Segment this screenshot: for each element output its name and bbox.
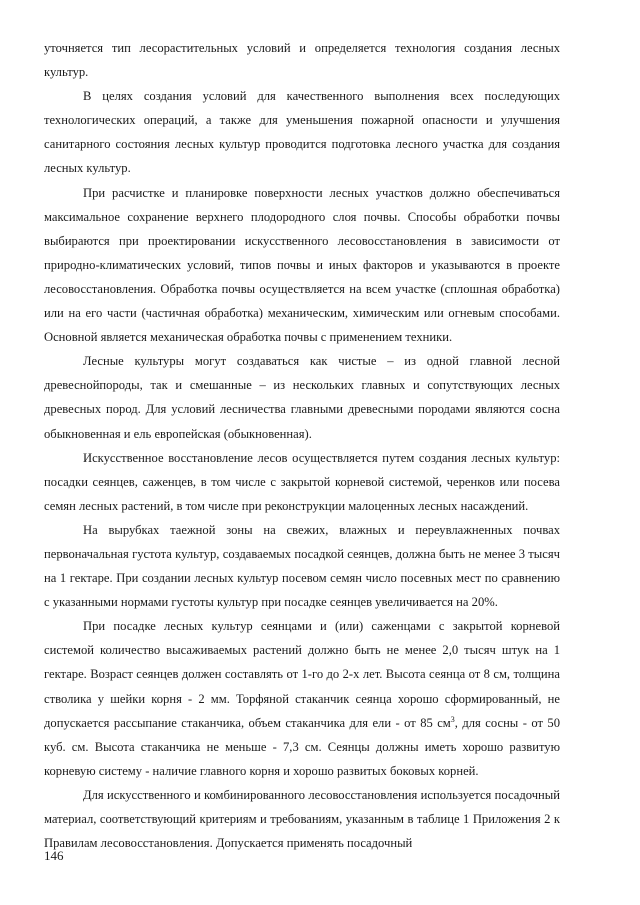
paragraph-3: При расчистке и планировке поверхности лесных участков должно обеспечиваться максимальное сохранение верхнего плодородного слоя почвы. Способы обработки почвы выбираются при проектировании искусственного лесовосстановления в зависимости от природно-климатических условий, типов почвы и иных факторов и указываются в проекте лесовосстановления. Обработка почвы осуществляется на всем участке (сплошная обработка) или на его части (частичная обработка) механическим, химическим или огневым способами. Основной является механическая обработка почвы с применением техники. <box>44 185 560 345</box>
paragraph-6: На вырубках таежной зоны на свежих, влажных и переувлажненных почвах первоначальная густота культур, создаваемых посадкой сеянцев, должна быть не менее 3 тысяч на 1 гектаре. При создании лесных культур посевом семян число посевных мест по сравнению с указанными нормами густоты культур при посадке сеянцев увеличивается на 20%. <box>44 522 560 610</box>
page-number: 146 <box>44 848 64 863</box>
paragraph-5: Искусственное восстановление лесов осуществляется путем создания лесных культур: посадки сеянцев, саженцев, в том числе с закрытой корневой системой, черенков или посева семян лесных растений, в том числе при реконструкции малоценных лесных насаждений. <box>44 450 560 513</box>
paragraph-7 <box>44 614 560 783</box>
paragraph-8: Для искусственного и комбинированного лесовосстановления используется посадочный материал, соответствующий критериям и требованиям, указанным в таблице 1 Приложения 2 к Правилам лесовосстановления. Допускается применять посадочный <box>44 787 560 851</box>
paragraph-4: Лесные культуры могут создаваться как чистые – из одной главной лесной древеснойпороды, так и смешанные – из нескольких главных и сопутствующих лесных древесных пород. Для условий лесничества главными древесными породами являются сосна обыкновенная и ель европейская (обыкновенная). <box>44 354 560 441</box>
document-page <box>44 36 560 855</box>
paragraph-2: В целях создания условий для качественного выполнения всех последующих технологических операций, а также для уменьшения пожарной опасности и улучшения санитарного состояния лесных культур проводится подготовка лесного участка для создания лесных культур. <box>44 89 560 176</box>
paragraph-7-text-a: При посадке лесных культур сеянцами и (или) саженцами с закрытой корневой системой количество высаживаемых растений должно быть не менее 2,0 тысяч штук на 1 гектаре. Возраст сеянцев должен составлять от 1-го до 2-х лет. Высота сеянца от 8 см, толщина стволика у шейки корня - 2 мм. Торфяной стаканчик сеянца хорошо сформированный, не допускается рассыпание стаканчика, объем стаканчика для ели - от 85 см <box>44 619 560 730</box>
superscript-3: 3 <box>450 714 455 724</box>
paragraph-1: уточняется тип лесорастительных условий и определяется технология создания лесных культур. <box>44 41 560 80</box>
paragraph-7-text-b: , для сосны - от 50 куб. см. Высота стаканчика не меньше - 7,3 см. Сеянцы должны иметь хорошо развитую корневую систему - наличие главного корня и хорошо развитых боковых корней. <box>44 715 560 778</box>
